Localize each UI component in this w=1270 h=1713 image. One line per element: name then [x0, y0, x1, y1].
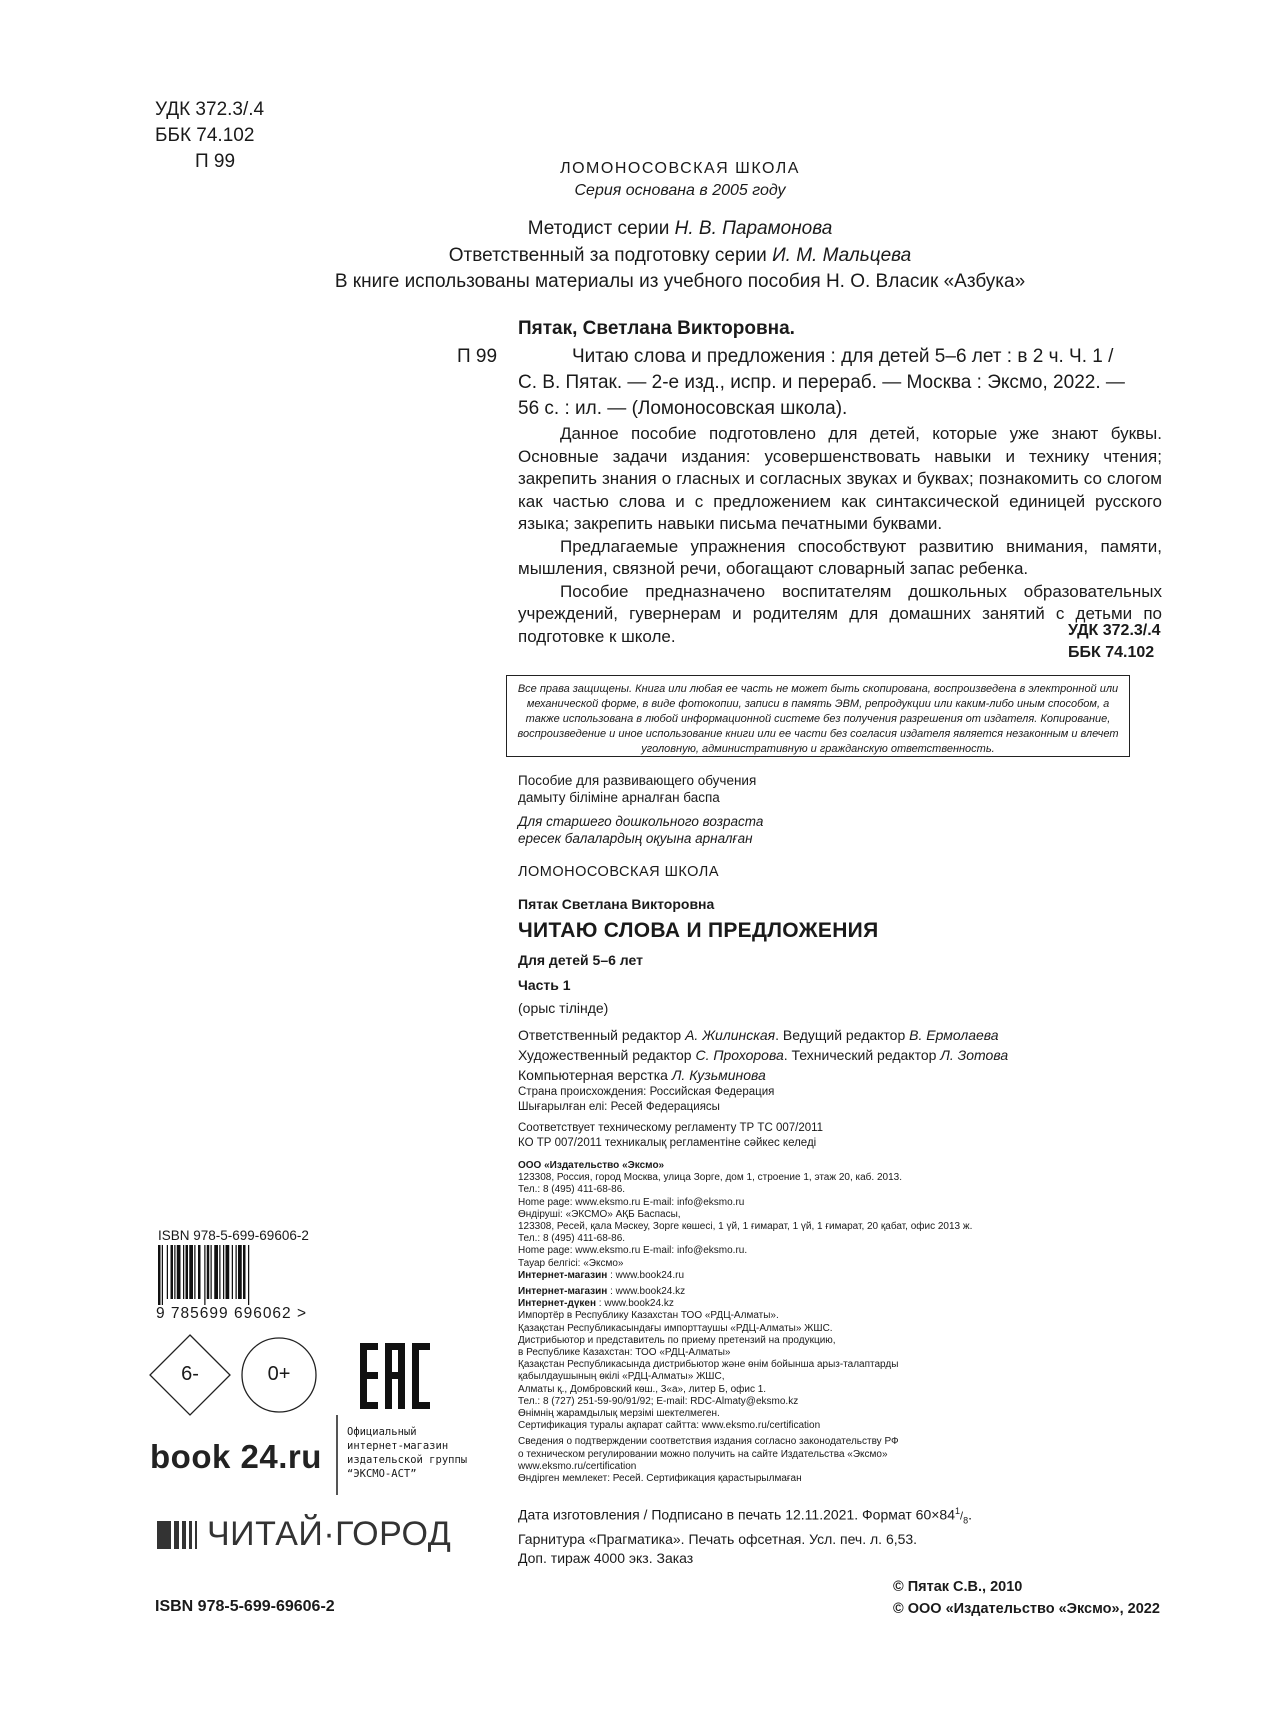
- purpose-ru: Пособие для развивающего обучения: [518, 773, 757, 788]
- imprint-country: [518, 1085, 774, 1115]
- publisher-line: Сертификация туралы ақпарат сайтта: www.eksmo.ru/certification: [518, 1420, 821, 1432]
- age-circle-text: 0+: [267, 1363, 291, 1385]
- bib-mark: П 99: [457, 346, 498, 367]
- bib-line1: Читаю слова и предложения : для детей 5–6 лет : в 2 ч. Ч. 1 /: [572, 346, 1114, 367]
- imprint-part: Часть 1: [518, 977, 571, 993]
- imprint-age: Для детей 5–6 лет: [518, 952, 643, 968]
- publisher-line: Интернет-дүкен : www.book24.kz: [518, 1298, 674, 1310]
- series-methodist: [300, 216, 1060, 242]
- publisher-line: Дистрибьютор и представитель по приему претензий на продукцию,: [518, 1334, 836, 1346]
- publisher-line: Қазақстан Республикасындағы импорттаушы «РДЦ-Алматы» ЖШС.: [518, 1322, 833, 1334]
- bib-annotation: [518, 423, 1162, 648]
- layout-label: Компьютерная верстка: [518, 1067, 672, 1083]
- print-info: [518, 1502, 972, 1568]
- barcode-bar: [174, 1245, 175, 1299]
- publisher-line: қабылдаушының өкілі «РДЦ-Алматы» ЖШС,: [518, 1371, 725, 1383]
- barcode-bar: [232, 1245, 233, 1299]
- bib-index-codes: [1068, 620, 1161, 664]
- barcode-bar: [183, 1245, 184, 1299]
- barcode-bar: [171, 1245, 174, 1299]
- header-codes: [155, 97, 264, 175]
- bib-line3: 56 с. : ил. — (Ломоносовская школа).: [518, 398, 848, 419]
- bib-bbk: ББК 74.102: [1068, 644, 1155, 661]
- art-label: Художественный редактор: [518, 1047, 696, 1063]
- publisher-line: 123308, Ресей, қала Мәскеу, Зорге көшесі, 1 үй, 1 ғимарат, 1 үй, 1 ғимарат, 20 қабат, офис 2013 ж.: [518, 1221, 973, 1233]
- book24-ru: .ru: [278, 1438, 322, 1475]
- tech-name: Л. Зотова: [940, 1047, 1009, 1063]
- publisher-line: Home page: www.eksmo.ru E-mail: info@eksmo.ru.: [518, 1245, 748, 1257]
- purpose-kz: дамыту біліміне арналған баспа: [518, 790, 720, 805]
- series-materials: В книге использованы материалы из учебного пособия Н. О. Власик «Азбука»: [334, 271, 1026, 292]
- barcode-bar: [204, 1245, 205, 1305]
- bib-udk: УДК 372.3/.4: [1068, 622, 1161, 639]
- publisher-info: [518, 1160, 1138, 1485]
- barcode-bar: [177, 1245, 181, 1299]
- methodist-name: Н. В. Парамонова: [674, 218, 833, 239]
- reg-kz: КО ТР 007/2011 техникалық регламентіне сәйкес келеді: [518, 1137, 817, 1149]
- publisher-line: Интернет-магазин : www.book24.kz: [518, 1286, 686, 1298]
- age-ru: Для старшего дошкольного возраста: [518, 814, 764, 829]
- publisher-line: Өнімнің жарамдылық мерзімі шектелмеген.: [518, 1408, 720, 1420]
- publisher-line: Home page: www.eksmo.ru E-mail: info@eksmo.ru: [518, 1196, 745, 1208]
- isbn-bottom: ISBN 978-5-699-69606-2: [155, 1598, 335, 1615]
- publisher-line: Тел.: 8 (495) 411-68-86.: [518, 1184, 626, 1196]
- barcode-bar: [219, 1245, 220, 1299]
- publisher-line: о техническом регулировании можно получить на сайте Издательства «Эксмо»: [518, 1448, 888, 1460]
- ed-lead-name: В. Ермолаева: [909, 1027, 999, 1043]
- copyright-publisher: © ООО «Издательство «Эксмо», 2022: [893, 1601, 1160, 1617]
- book24-divider: [336, 1415, 338, 1495]
- barcode-bar: [243, 1245, 246, 1299]
- barcode-bar: [214, 1245, 218, 1299]
- series-founded: Серия основана в 2005 году: [574, 182, 786, 199]
- book24-desc-1: Официальный: [347, 1426, 417, 1438]
- layout-name: Л. Кузьминова: [671, 1067, 766, 1083]
- chitai-gorod-logo: [157, 1515, 451, 1554]
- author-mark: П 99: [195, 151, 236, 172]
- annotation-p2: Предлагаемые упражнения способствуют развитию внимания, памяти, мышления, связной речи, обогащают словарный запас ребенка.: [518, 536, 1162, 578]
- bib-author: Пятак, Светлана Викторовна.: [518, 318, 795, 339]
- book24-desc-2: интернет-магазин: [347, 1440, 449, 1452]
- rights-box: Все права защищены. Книга или любая ее часть не может быть скопирована, воспроизведена в электронной или механической форме, в виде фотокопии, записи в память ЭВМ, репродукции или каким-либо иным способом, а также использована в любой информационной системе без получения разрешения от издателя. Копирование, воспроизведение и иное использование книги или ее части без согласия издателя является незаконным и влечет уголовную, административную и гражданскую ответственность.: [506, 675, 1130, 757]
- barcode-bar: [162, 1245, 163, 1305]
- imprint-series: ЛОМОНОСОВСКАЯ ШКОЛА: [518, 864, 719, 880]
- barcode-isbn: ISBN 978-5-699-69606-2: [158, 1228, 309, 1243]
- imprint-title: ЧИТАЮ СЛОВА И ПРЕДЛОЖЕНИЯ: [518, 919, 879, 942]
- responsible-name: И. М. Мальцева: [772, 245, 912, 266]
- copyright-author: © Пятак С.В., 2010: [893, 1579, 1023, 1595]
- series-name: ЛОМОНОСОВСКАЯ ШКОЛА: [560, 160, 800, 177]
- book24-desc-4: “ЭКСМО-АСТ”: [347, 1468, 417, 1480]
- art-name: С. Прохорова: [695, 1047, 784, 1063]
- country-kz: Шығарылған елі: Ресей Федерациясы: [518, 1101, 720, 1113]
- book24-desc-3: издательской группы: [347, 1454, 468, 1466]
- editors-line1: [518, 1025, 1008, 1045]
- publisher-line: Тел.: 8 (495) 411-68-86.: [518, 1233, 626, 1245]
- publisher-line: Өндіруші: «ЭКСМО» АҚБ Баспасы,: [518, 1208, 681, 1220]
- chitai-gorod-text: ЧИТАЙ·ГОРОД: [207, 1515, 452, 1553]
- ed-resp-name: А. Жилинская: [685, 1027, 776, 1043]
- print-dot: .: [968, 1506, 972, 1523]
- publisher-line: www.eksmo.ru/certification: [518, 1460, 637, 1472]
- publisher-line: в Республике Казахстан: ТОО «РДЦ-Алматы»: [518, 1347, 731, 1359]
- publisher-line: Тел.: 8 (727) 251-59-90/91/92; E-mail: RDC-Almaty@eksmo.kz: [518, 1395, 799, 1407]
- barcode-bar: [226, 1245, 230, 1299]
- publisher-line: Тауар белгісі: «Эксмо»: [518, 1257, 624, 1269]
- print-format-num: 84: [939, 1506, 955, 1523]
- publisher-line: Өндірген мемлекет: Ресей. Сертификация қарастырылмаған: [518, 1473, 802, 1485]
- book24-number: 24: [240, 1438, 279, 1475]
- annotation-p3: Пособие предназначено воспитателям дошкольных образовательных учреждений, гувернерам и родителям для домашних занятий с детьми по подготовке к школе.: [518, 581, 1162, 646]
- series-responsible: [300, 243, 1060, 269]
- barcode-bar: [158, 1245, 161, 1305]
- age-diamond-text: 6-: [181, 1363, 199, 1385]
- barcode-bar: [236, 1245, 237, 1299]
- ed-lead-label: . Ведущий редактор: [775, 1027, 910, 1043]
- barcode-bar: [194, 1245, 195, 1299]
- publisher-line: ООО «Издательство «Эксмо»: [518, 1160, 665, 1171]
- barcode: [158, 1245, 325, 1305]
- print-times: ×: [931, 1506, 940, 1523]
- publisher-line: Алматы қ., Домбровский көш., 3«а», литер Б, офис 1.: [518, 1383, 767, 1395]
- publisher-line: Сведения о подтверждении соответствия издания согласно законодательству РФ: [518, 1436, 899, 1448]
- bib-line2: С. В. Пятак. — 2-е изд., испр. и перераб. — Москва : Эксмо, 2022. —: [518, 372, 1125, 393]
- imprint-lang: (орыс тілінде): [518, 1000, 609, 1016]
- age-circle-mark: [241, 1337, 317, 1413]
- reg-ru: Соответствует техническому регламенту ТР ТС 007/2011: [518, 1122, 824, 1134]
- tech-label: . Технический редактор: [783, 1047, 941, 1063]
- print-line2: Гарнитура «Прагматика». Печать офсетная. Усл. печ. л. 6,53.: [518, 1531, 918, 1548]
- print-sub: 8: [963, 1515, 969, 1526]
- print-line3: Доп. тираж 4000 экз. Заказ: [518, 1550, 694, 1567]
- publisher-line: Қазақстан Республикасында дистрибьютор және өнім бойынша арыз-талаптарды: [518, 1359, 899, 1371]
- editors-line3: [518, 1065, 1008, 1085]
- print-sup: 1: [955, 1506, 961, 1516]
- imprint-purpose: [518, 772, 756, 806]
- barcode-bar: [238, 1245, 242, 1299]
- chitai-gorod-icon: [157, 1519, 207, 1551]
- annotation-p1: Данное пособие подготовлено для детей, которые уже знают буквы. Основные задачи издания: усовершенствовать навыки и технику чтения; закрепить знания о гласных и согласных звуках и буквах; познакомить со слогом как частью слова и с предложением как синтаксической единицей русского языка; закрепить навыки письма печатными буквами.: [518, 424, 1162, 533]
- eac-mark: [360, 1343, 430, 1409]
- imprint-editors: [518, 1025, 1008, 1085]
- udk-code: УДК 372.3/.4: [155, 99, 265, 120]
- bbk-code: ББК 74.102: [155, 125, 255, 146]
- editors-line2: [518, 1045, 1008, 1065]
- publisher-line: 123308, Россия, город Москва, улица Зорге, дом 1, строение 1, этаж 20, каб. 2013.: [518, 1172, 902, 1184]
- methodist-label: Методист серии: [527, 218, 675, 239]
- book24-logo: [150, 1438, 322, 1476]
- print-line1: Дата изготовления / Подписано в печать 12.11.2021. Формат $60\times 84^1/_8$.: [518, 1506, 972, 1526]
- barcode-bar: [207, 1245, 210, 1299]
- publisher-line: Импортёр в Республику Казахстан ТОО «РДЦ-Алматы».: [518, 1310, 779, 1322]
- barcode-bar: [248, 1245, 249, 1305]
- print-line1-text: Дата изготовления / Подписано в печать 12.11.2021. Формат 60: [518, 1506, 932, 1523]
- barcode-bar: [223, 1245, 224, 1299]
- barcode-bar: [211, 1245, 212, 1299]
- barcode-bar: [198, 1245, 201, 1299]
- barcode-bar: [186, 1245, 189, 1299]
- publisher-line: Интернет-магазин : www.book24.ru: [518, 1269, 685, 1281]
- copyright: [893, 1576, 1160, 1620]
- imprint-regulation: [518, 1121, 823, 1151]
- barcode-digits: 9 785699 696062 >: [156, 1305, 308, 1322]
- imprint-author: Пятак Светлана Викторовна: [518, 896, 715, 912]
- imprint-age-group: [518, 813, 763, 847]
- country-ru: Страна происхождения: Российская Федерация: [518, 1086, 775, 1098]
- ed-resp-label: Ответственный редактор: [518, 1027, 686, 1043]
- age-diamond-mark: [148, 1333, 232, 1417]
- barcode-bar: [189, 1245, 193, 1299]
- barcode-bars: [158, 1245, 325, 1305]
- responsible-label: Ответственный за подготовку серии: [448, 245, 773, 266]
- age-kz: ересек балалардың оқуына арналған: [518, 831, 753, 846]
- eac-icon: [360, 1343, 430, 1409]
- barcode-bar: [167, 1245, 168, 1299]
- book24-description: [347, 1425, 467, 1481]
- book24-word: book: [150, 1438, 231, 1475]
